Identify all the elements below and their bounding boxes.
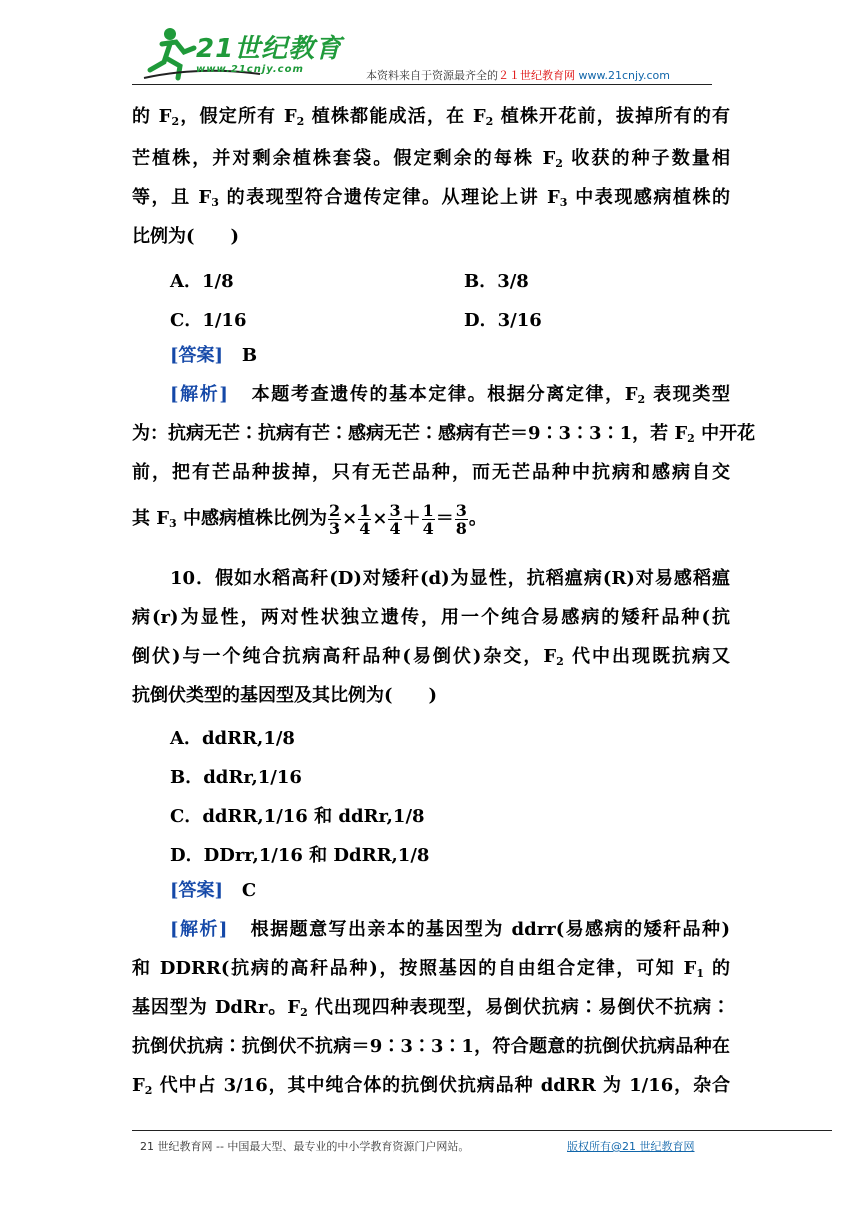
fraction: $\frac{1}{4}$ [359, 500, 371, 538]
footer-divider [132, 1130, 832, 1131]
header-divider [132, 84, 712, 85]
answer-value: B [241, 345, 258, 366]
answer-tag: [答案] [170, 880, 224, 901]
header-url-link[interactable]: www.21cnjy.com [578, 69, 670, 82]
fraction: $\frac{1}{4}$ [422, 500, 434, 538]
footer-copyright-link[interactable]: 版权所有@21 世纪教育网 [567, 1140, 695, 1153]
q10-analysis-line-3: 基因型为 DdRr。$F_2$ 代出现四种表现型，易倒伏抗病∶易倒伏不抗病∶ [132, 997, 731, 1019]
fraction: $\frac{2}{3}$ [328, 500, 341, 538]
q9-line-1: 的 $F_2$，假定所有 $F_2$ 植株都能成活，在 $F_2$ 植株开花前，拔掉所有的有 [132, 106, 731, 128]
q9-analysis-line-3: 前，把有芒品种拔掉，只有无芒品种，而无芒品种中抗病和感病自交 [132, 462, 730, 483]
footer-text: 21 世纪教育网 -- 中国最大型、最专业的中小学教育资源门户网站。 [140, 1140, 470, 1153]
logo-url: www.21cnjy.com [196, 64, 304, 75]
q10-analysis-line-1: [解析] 根据题意写出亲本的基因型为 ddrr(易感病的矮秆品种) [170, 919, 730, 940]
q10-analysis-line-2: 和 DDRR(抗病的高秆品种)，按照基因的自由组合定律，可知 $F_1$ 的 [132, 958, 730, 980]
fraction: $\frac{3}{4}$ [389, 500, 401, 538]
q10-analysis-line-5: $F_2$ 代中占 3/16，其中纯合体的抗倒伏抗病品种 ddRR 为 1/16，杂合 [132, 1075, 730, 1097]
q10-analysis-line-4: 抗倒伏抗病∶抗倒伏不抗病＝9∶3∶3∶1，符合题意的抗倒伏抗病品种在 [132, 1036, 730, 1057]
q9-option-b: B．3/8 [464, 271, 529, 292]
q9-answer [170, 345, 257, 367]
q10-line-3: 倒伏)与一个纯合抗病高秆品种(易倒伏)杂交，$F_2$ 代中出现既抗病又 [132, 646, 730, 668]
analysis-tag: [解析] [170, 384, 228, 405]
header-note [366, 67, 670, 83]
q10-line-2: 病(r)为显性，两对性状独立遗传，用一个纯合易感病的矮秆品种(抗 [132, 607, 730, 628]
q10-line-1: 10．假如水稻高秆(D)对矮秆(d)为显性，抗稻瘟病(R)对易感稻瘟 [170, 568, 730, 589]
header-site-link[interactable]: ２１世纪教育网 [498, 69, 575, 82]
q10-option-c: C．ddRR,1/16 和 ddRr,1/8 [170, 806, 425, 827]
header-note-prefix: 本资料来自于资源最齐全的 [366, 69, 498, 82]
q9-line-2: 芒植株，并对剩余植株套袋。假定剩余的每株 $F_2$ 收获的种子数量相 [132, 148, 730, 170]
q9-line-4: 比例为( ) [132, 226, 240, 247]
q10-answer [170, 880, 256, 902]
q9-analysis-line-4: 其 $F_3$ 中感病植株比例为 $\frac{2}{3}$ × $\frac{1}{4}$ × $\frac{3}{4}$ ＋ $\frac{1}{4}$ ＝ $\frac{3}{8}$ 。 [132, 500, 487, 538]
page-header [0, 0, 860, 100]
q9-option-a: A．1/8 [170, 271, 234, 292]
q10-option-b: B．ddRr,1/16 [170, 767, 302, 788]
q10-line-4: 抗倒伏类型的基因型及其比例为( ) [132, 685, 438, 706]
q10-option-d: D．DDrr,1/16 和 DdRR,1/8 [170, 845, 430, 866]
fraction: $\frac{3}{8}$ [455, 500, 467, 538]
q9-analysis-line-1: [解析] 本题考查遗传的基本定律。根据分离定律，$F_2$ 表现类型 [170, 384, 730, 406]
q10-option-a: A．ddRR,1/8 [170, 728, 295, 749]
analysis-tag: [解析] [170, 919, 228, 940]
logo-text: 21世纪教育 [196, 34, 343, 64]
q9-option-c: C．1/16 [170, 310, 247, 331]
answer-tag: [答案] [170, 345, 224, 366]
answer-value: C [241, 880, 257, 901]
q9-analysis-line-2: 为：抗病无芒∶抗病有芒∶感病无芒∶感病有芒＝9∶3∶3∶1，若 $F_2$ 中开花 [132, 423, 756, 445]
q9-line-3: 等，且 $F_3$ 的表现型符合遗传定律。从理论上讲 $F_3$ 中表现感病植株的 [132, 187, 730, 209]
q9-option-d: D．3/16 [464, 310, 542, 331]
